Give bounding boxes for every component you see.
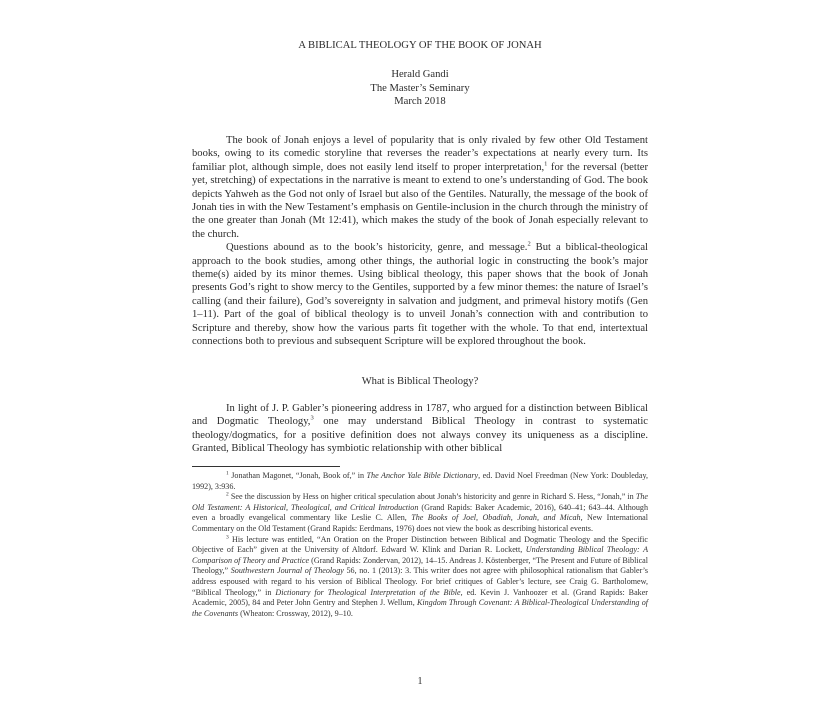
- section-text: [192, 402, 648, 456]
- footnotes: [192, 471, 648, 619]
- footnote-text: 56, no. 1 (2013): 3. This writer does not agree with philosophical rationalism that Gabler’s address espoused with regard to his version of Biblical Theology. For brief critiques of Gabler’s lecture, see Craig G. Bartholomew, “Biblical Theology,” in: [192, 566, 649, 597]
- section-paragraph-1: [192, 402, 648, 456]
- footnote-separator: [192, 466, 340, 467]
- intro-paragraph-2-text-a: Questions abound as to the book’s historicity, genre, and message.: [226, 242, 528, 254]
- intro-paragraph-1: [192, 134, 648, 241]
- footnote-italic: The Books of Joel, Obadiah, Jonah, and Micah: [411, 513, 581, 523]
- footnote-text: , ed. Kevin J. Vanhoozer et al. (Grand Rapids: Baker Academic, 2005), 84 and Peter John Gentry and Stephen J. Wellum,: [192, 587, 648, 608]
- footnote-italic: Understanding Biblical Theology: A Comparison of Theory and Practice: [192, 545, 649, 565]
- footnote-italic: Dictionary for Theological Interpretation of the Bible: [275, 587, 461, 597]
- footnote-ref-3: 3: [310, 414, 314, 422]
- footnote-1: [192, 471, 648, 492]
- page-number: 1: [417, 676, 423, 687]
- intro-paragraph-2-text-b: But a biblical-theological approach to the book studies, among other things, the authorial logic in constructing the book’s major theme(s) aided by its minor themes. Using biblical theology, this paper shows that the book of Jonah presents God’s right to show mercy to the Gentiles, supported by a few minor themes: the nature of Israel’s calling (and their failure), God’s sovereignty in salvation and judgment, and primeval history motifs (Gen 1–11). Part of the goal of biblical theology is to unveil Jonah’s connection with and contribution to Scripture and thereby, show how the various parts fit together with the whole. To that end, intertextual connections both to previous and subsequent Scripture will be explored throughout the book.: [192, 242, 648, 348]
- author-name: Herald Gandi: [391, 69, 449, 80]
- footnote-number: 2: [226, 491, 229, 498]
- author-institution: The Master’s Seminary: [370, 82, 470, 94]
- footnote-text: (Grand Rapids: Zondervan, 2012), 14–15. Andreas J. Köstenberger, “The Present and Future of Biblical Theology,”: [192, 555, 648, 576]
- footnote-italic: Southwestern Journal of Theology: [230, 566, 344, 576]
- footnote-ref-2: 2: [527, 240, 531, 248]
- document-date: March 2018: [394, 96, 446, 107]
- author-block: [0, 68, 840, 109]
- intro-paragraph-2: [192, 241, 648, 348]
- footnote-text: , New International Commentary on the Old Testament (Grand Rapids: Eerdmans, 1976) does not view the book as describing historical events.: [192, 513, 648, 533]
- footnote-text: (Grand Rapids: Baker Academic, 2016), 640–41; 643–44. Although even a broadly evangelical commentary like Leslie C. Allen,: [192, 502, 648, 523]
- footnote-text: Jonathan Magonet, “Jonah, Book of,” in: [228, 471, 367, 480]
- footnote-ref-1: 1: [544, 160, 548, 168]
- intro-paragraph-1-text-a: The book of Jonah enjoys a level of popularity that is only rivaled by few other Old Testament books, owing to its comedic storyline that reverses the reader’s expectations at nearly every turn. Its familiar plot, although simple, does not easily lend itself to proper interpretation,: [192, 135, 648, 173]
- footnote-italic: The Anchor Yale Bible Dictionary: [366, 471, 479, 480]
- footnote-italic: The Old Testament: A Historical, Theological, and Critical Introduction: [192, 492, 648, 512]
- footnote-number: 1: [226, 470, 229, 477]
- footnote-3: [192, 535, 648, 620]
- footnote-number: 3: [226, 533, 229, 540]
- footnote-text: , ed. David Noel Freedman (New York: Doubleday, 1992), 3:936.: [192, 471, 648, 491]
- section-paragraph-1-text-b: one may understand Biblical Theology in contrast to systematic theology/dogmatics, for a positive definition does not always convey its uniqueness as a discipline. Granted, Biblical Theology has symbiotic relationship with other biblical: [192, 416, 648, 455]
- document-title: A BIBLICAL THEOLOGY OF THE BOOK OF JONAH: [298, 40, 542, 51]
- footnote-text: See the discussion by Hess on higher critical speculation about Jonah’s historicity and genre in Richard S. Hess, “Jonah,” in: [228, 492, 636, 502]
- footnote-text: (Wheaton: Crossway, 2012), 9–10.: [238, 608, 353, 618]
- footnote-text: His lecture was entitled, “An Oration on the Proper Distinction between Biblical and Dogmatic Theology and the Specific Objective of Each” given at the University of Altdorf. Edward W. Klink and Darian R. Lockett,: [192, 534, 648, 555]
- introduction-text: [192, 134, 648, 349]
- intro-paragraph-1-text-b: for the reversal (better yet, stretching) of expectations in the narrative is meant to extend to one’s understanding of God. The book depicts Yahweh as the God not only of Israel but also of the Gentiles. Naturally, the message of the book of Jonah ties in with the New Testament’s emphasis on Gentile-inclusion in the church through the ministry of the one greater than Jonah (Mt 12:41), which makes the study of the book of Jonah especially relevant to the church.: [192, 161, 648, 240]
- section-heading: What is Biblical Theology?: [361, 376, 479, 387]
- footnote-italic: Kingdom Through Covenant: A Biblical-Theological Understanding of the Covenants: [192, 598, 649, 618]
- section-paragraph-1-text-a: In light of J. P. Gabler’s pioneering address in 1787, who argued for a distinction between Biblical and Dogmatic Theology,: [192, 403, 648, 428]
- footnote-2: [192, 492, 648, 534]
